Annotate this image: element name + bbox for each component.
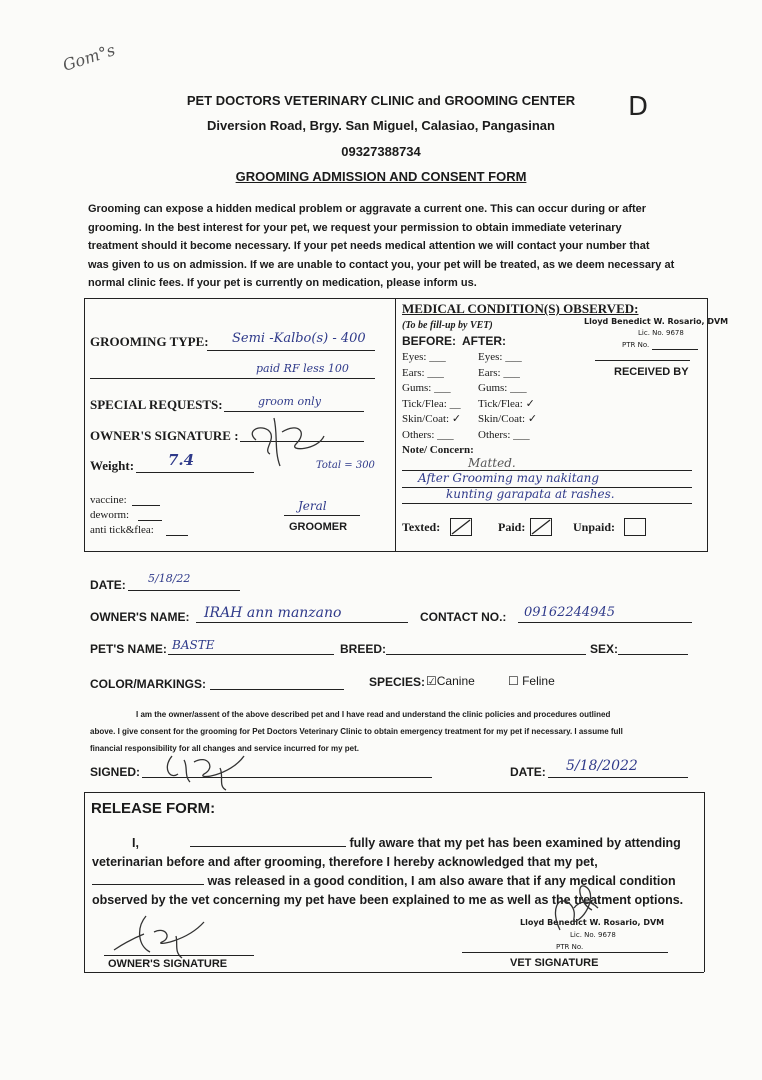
unpaid-checkbox[interactable] bbox=[624, 518, 646, 536]
intro-paragraph bbox=[88, 200, 708, 293]
clinic-name: PET DOCTORS VETERINARY CLINIC and GROOMING CENTER bbox=[186, 93, 576, 108]
intro-line: Grooming can expose a hidden medical problem or aggravate a current one. This can occur during or after bbox=[88, 203, 647, 215]
species-canine-option[interactable]: ☑Canine bbox=[426, 674, 475, 688]
medical-title: MEDICAL CONDITION(S) OBSERVED: bbox=[402, 301, 639, 316]
release-stamp-lic: Lic. No. 9678 bbox=[570, 931, 616, 939]
corner-note: Gom°s bbox=[60, 40, 118, 75]
release-stamp-name: Lloyd Benedict W. Rosario, DVM bbox=[520, 918, 665, 927]
vet-signature-caption: VET SIGNATURE bbox=[510, 957, 599, 969]
vet-release-signature bbox=[540, 880, 610, 940]
total-value: Total = 300 bbox=[316, 460, 375, 471]
after-column bbox=[478, 350, 537, 443]
signed-label: SIGNED: bbox=[90, 765, 141, 779]
vet-stamp-ptr: PTR No. bbox=[622, 341, 650, 349]
form-title: GROOMING ADMISSION AND CONSENT FORM bbox=[235, 169, 527, 184]
before-tickflea[interactable]: Tick/Flea: __ bbox=[402, 397, 461, 410]
note-line-2: After Grooming may nakitang bbox=[418, 471, 600, 485]
release-stamp-ptr: PTR No. bbox=[556, 943, 584, 951]
after-gums[interactable]: Gums: ___ bbox=[478, 382, 527, 394]
owner-signature-caption: OWNER'S SIGNATURE bbox=[108, 958, 228, 970]
after-ears[interactable]: Ears: ___ bbox=[478, 366, 520, 379]
received-by-label: RECEIVED BY bbox=[614, 366, 689, 378]
deworm-label: deworm: bbox=[90, 509, 130, 521]
clinic-phone: 09327388734 bbox=[341, 144, 421, 159]
date-value[interactable]: 5/18/22 bbox=[148, 572, 191, 585]
intro-line: was given to us on admission. If we are unable to contact you, your pet will be treated, as we deem necessary at bbox=[88, 258, 675, 271]
species-feline-option[interactable]: ☐ Feline bbox=[508, 674, 555, 688]
release-top-rule bbox=[84, 792, 704, 793]
before-skincoat[interactable]: Skin/Coat: ✓ bbox=[402, 413, 462, 425]
unpaid-label: Unpaid: bbox=[573, 520, 616, 534]
note-label: Note/ Concern: bbox=[402, 444, 474, 456]
signed-signature bbox=[160, 742, 270, 792]
note-line-1: Matted. bbox=[468, 456, 516, 470]
intro-line: grooming. In the best interest for your pet, we request your permission to obtain immediate veterinary bbox=[88, 221, 622, 234]
after-skincoat[interactable]: Skin/Coat: ✓ bbox=[478, 413, 538, 425]
clinic-address: Diversion Road, Brgy. San Miguel, Calasiao, Pangasinan bbox=[207, 118, 555, 133]
after-eyes[interactable]: Eyes: ___ bbox=[478, 351, 522, 363]
grooming-note[interactable]: paid RF less 100 bbox=[256, 362, 349, 375]
paid-label: Paid: bbox=[498, 520, 526, 534]
grooming-type-label: GROOMING TYPE: bbox=[90, 334, 209, 349]
antitick-label: anti tick&flea: bbox=[90, 524, 154, 536]
corner-mark: D bbox=[628, 92, 649, 122]
contact-value[interactable]: 09162244945 bbox=[524, 605, 615, 620]
consent-line: I am the owner/assent of the above described pet and I have read and understand the clinic policies and procedures outlined bbox=[136, 710, 611, 719]
release-left-rule bbox=[84, 792, 85, 972]
paid-checkbox[interactable] bbox=[530, 518, 552, 536]
date-label: DATE: bbox=[90, 578, 126, 592]
intro-line: normal clinic fees. If your pet is currently on medication, please inform us. bbox=[88, 277, 477, 289]
release-bottom-rule bbox=[84, 972, 704, 973]
texted-checkbox[interactable] bbox=[450, 518, 472, 536]
note-line-3: kunting garapata at rashes. bbox=[446, 487, 615, 501]
after-others[interactable]: Others: ___ bbox=[478, 428, 530, 441]
grooming-type-value[interactable]: Semi -Kalbo(s) - 400 bbox=[232, 331, 366, 346]
contact-label: CONTACT NO.: bbox=[420, 610, 507, 624]
texted-label: Texted: bbox=[402, 520, 441, 534]
groomer-label: GROOMER bbox=[289, 521, 348, 533]
groomer-name: Jeral bbox=[298, 499, 327, 513]
consent-line: financial responsibility for all changes and service incurred for my pet. bbox=[90, 744, 359, 753]
medical-subtitle: (To be fill-up by VET) bbox=[402, 320, 493, 331]
canine-label: Canine bbox=[436, 674, 475, 688]
vet-stamp-name: Lloyd Benedict W. Rosario, DVM bbox=[584, 317, 729, 326]
owner-signature-label: OWNER'S SIGNATURE : bbox=[90, 428, 239, 443]
pet-name-label: PET'S NAME: bbox=[90, 642, 167, 656]
color-markings-label: COLOR/MARKINGS: bbox=[90, 677, 206, 691]
before-label: BEFORE: bbox=[402, 334, 456, 348]
before-others[interactable]: Others: ___ bbox=[402, 428, 454, 441]
pet-name-value[interactable]: BASTE bbox=[172, 638, 215, 652]
before-eyes[interactable]: Eyes: ___ bbox=[402, 351, 446, 363]
owner-name-label: OWNER'S NAME: bbox=[90, 610, 190, 624]
owner-name-value[interactable]: IRAH ann manzano bbox=[204, 605, 342, 621]
sex-label: SEX: bbox=[590, 642, 619, 656]
weight-value[interactable]: 7.4 bbox=[168, 451, 195, 469]
release-right-rule bbox=[704, 792, 705, 972]
after-tickflea[interactable]: Tick/Flea: ✓ bbox=[478, 397, 535, 410]
species-label: SPECIES: bbox=[369, 675, 426, 689]
before-gums[interactable]: Gums: ___ bbox=[402, 382, 451, 394]
weight-label: Weight: bbox=[90, 458, 135, 473]
vaccine-label: vaccine: bbox=[90, 494, 127, 506]
panel-divider bbox=[395, 299, 396, 551]
special-requests-label: SPECIAL REQUESTS: bbox=[90, 397, 223, 412]
intro-line: treatment should it become necessary. If your pet needs medical attention we will contact your number that bbox=[88, 240, 650, 252]
before-column bbox=[402, 350, 461, 443]
release-title: RELEASE FORM: bbox=[91, 800, 216, 817]
breed-label: BREED: bbox=[340, 642, 387, 656]
consent-date-label: DATE: bbox=[510, 765, 546, 779]
after-label: AFTER: bbox=[462, 334, 506, 348]
consent-line: above. I give consent for the grooming for Pet Doctors Veterinary Clinic to obtain emergency treatment for my pet if necessary. I assume full bbox=[90, 727, 623, 736]
consent-date-value[interactable]: 5/18/2022 bbox=[566, 758, 638, 774]
feline-label: Feline bbox=[522, 674, 555, 688]
release-paragraph: I, fully aware that my pet has been examined by attending veterinarian before and after grooming, therefore I hereby acknowledged that my pet, was released in a good condition, I am also aware that if any medical condition observed by the vet concerning my pet have been explained to me as well as the treatment options. bbox=[92, 836, 684, 907]
before-ears[interactable]: Ears: ___ bbox=[402, 366, 444, 379]
special-requests-value[interactable]: groom only bbox=[258, 395, 321, 408]
vet-stamp-lic: Lic. No. 9678 bbox=[638, 329, 684, 337]
